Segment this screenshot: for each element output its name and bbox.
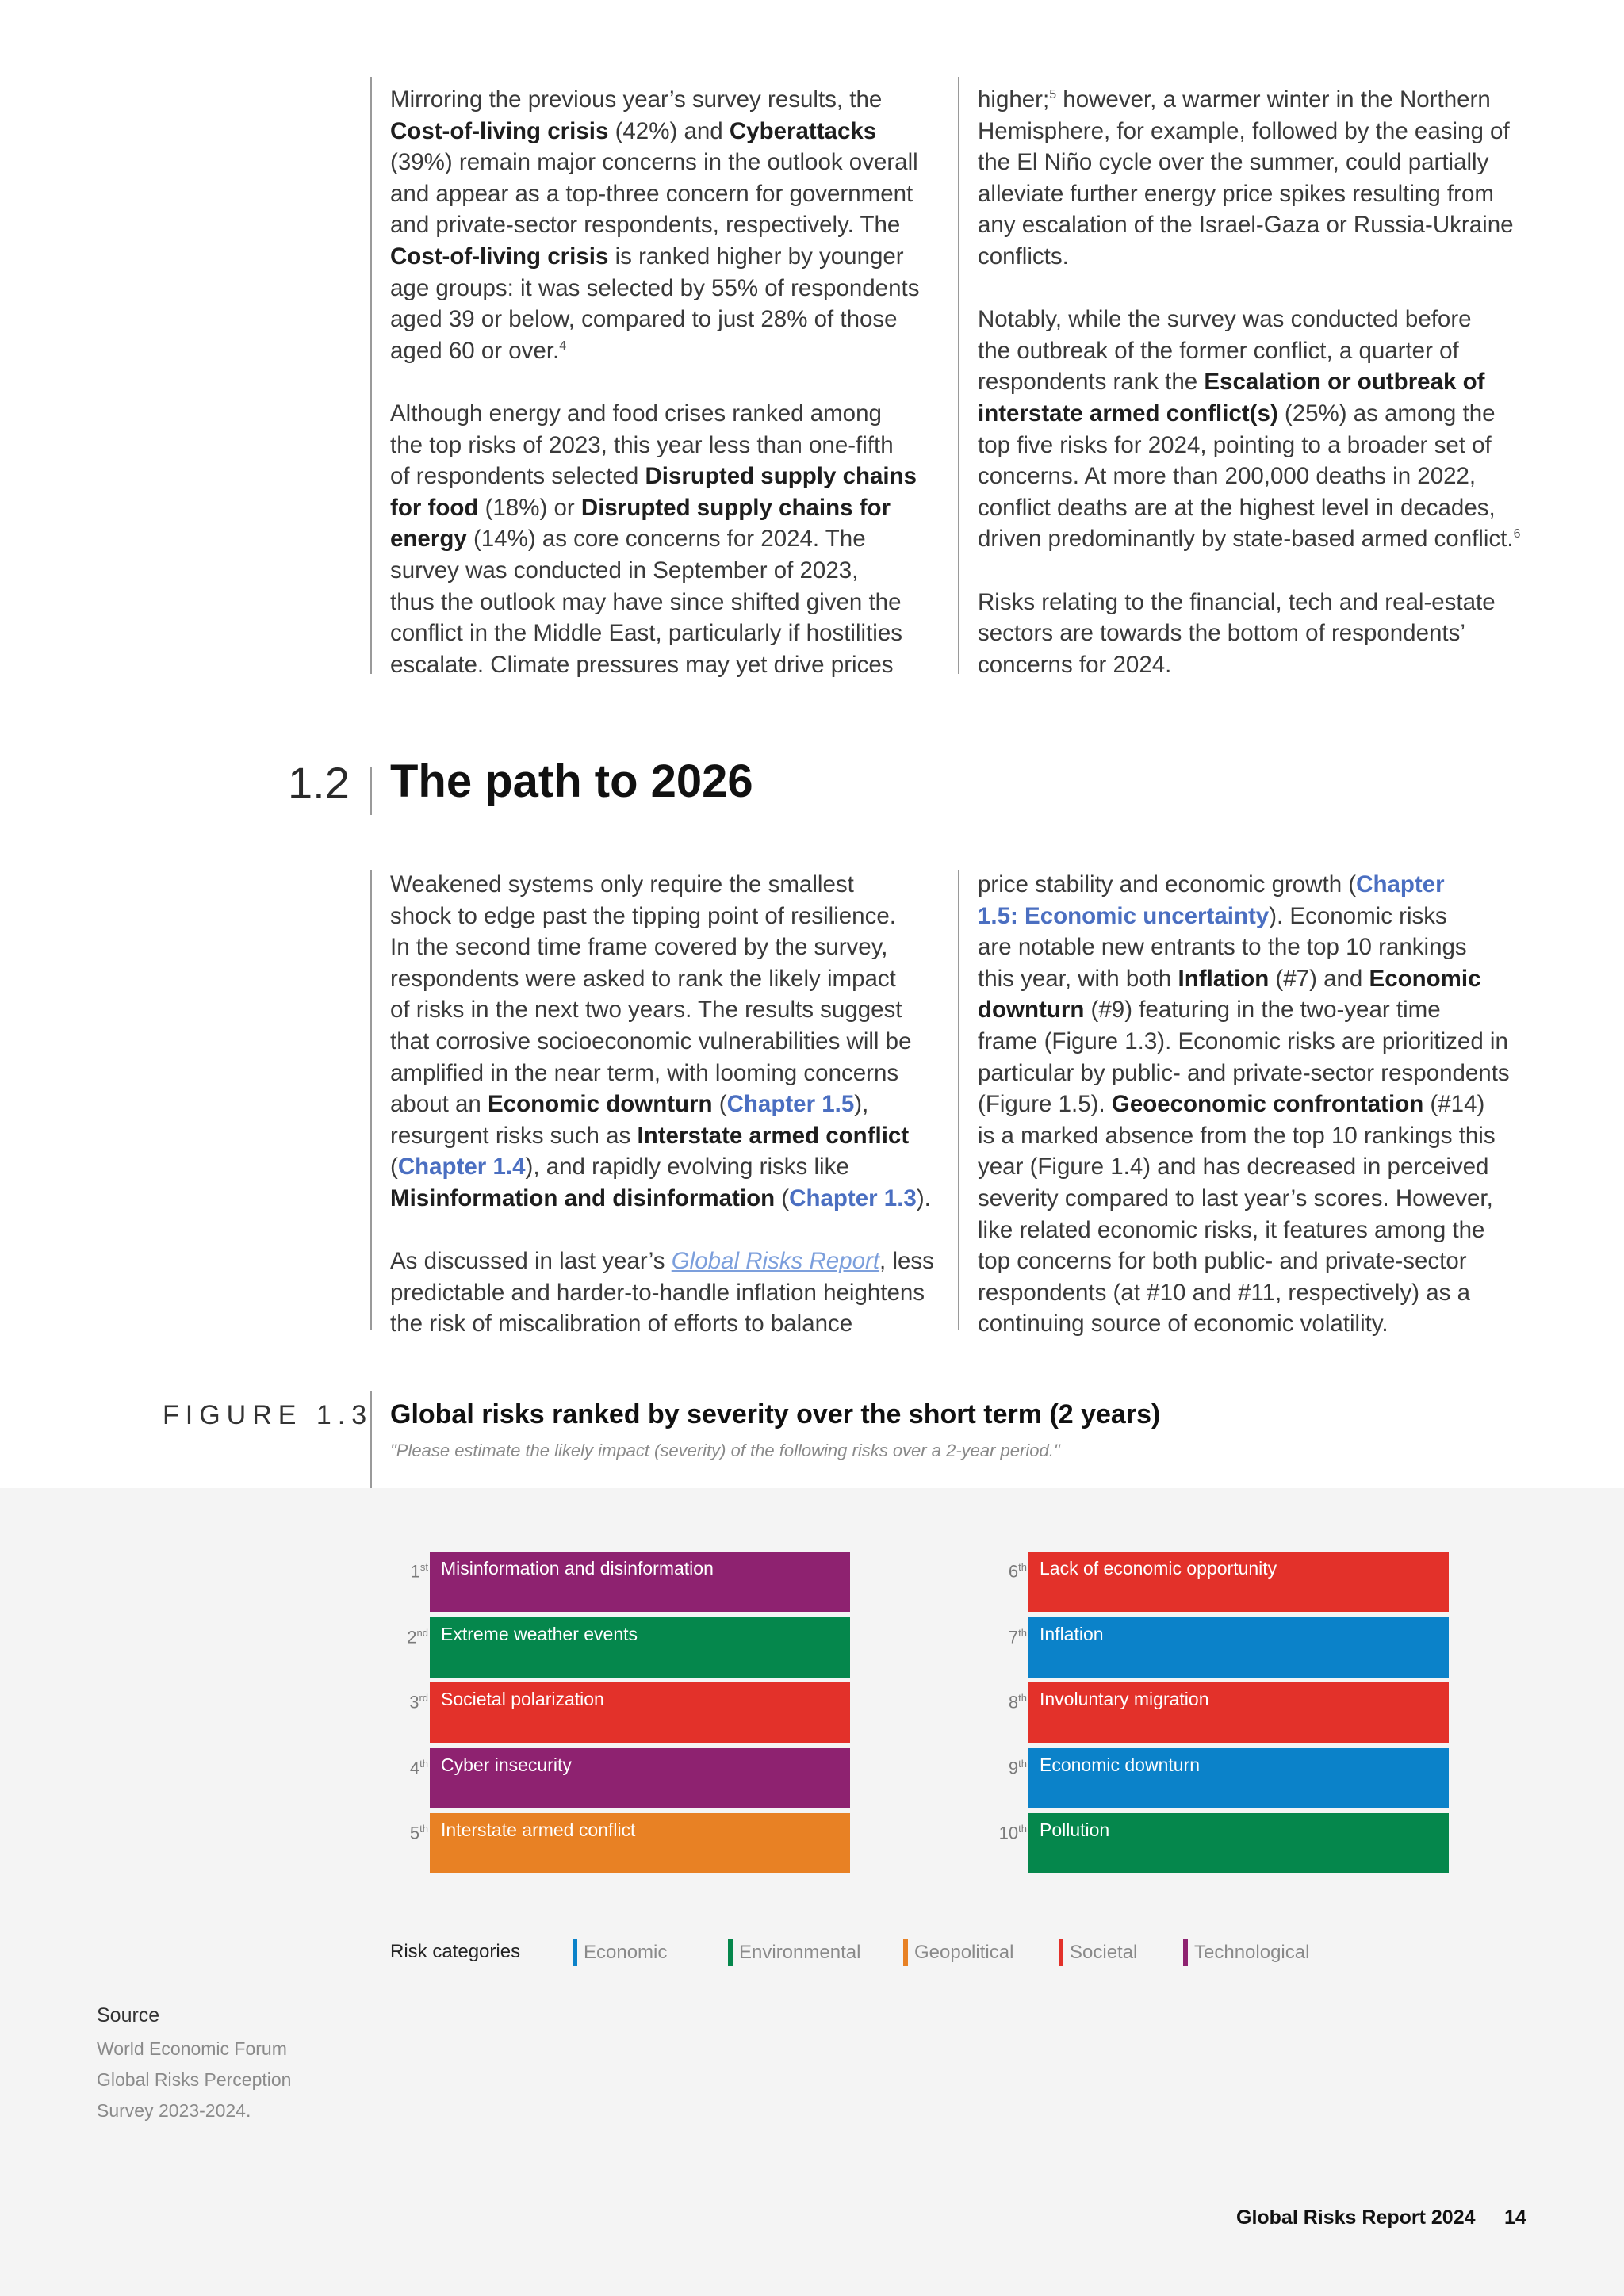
legend-swatch bbox=[1183, 1939, 1188, 1966]
chapter-link[interactable]: Chapter 1.4 bbox=[397, 1154, 526, 1181]
risk-bar bbox=[430, 1748, 850, 1808]
risk-label: Interstate armed conflict bbox=[441, 1820, 636, 1840]
section-left-paragraph-2: As discussed in last year’s Global Risks Report, less predictable and harder-to-handle inflation heightens the risk of miscalibration of efforts to balance bbox=[390, 1248, 934, 1337]
legend-swatch bbox=[1059, 1939, 1063, 1966]
footnote-ref[interactable]: 4 bbox=[559, 339, 567, 353]
column-rule-intro-right bbox=[958, 77, 959, 674]
risk-label: Pollution bbox=[1040, 1820, 1110, 1840]
footnote-ref[interactable]: 6 bbox=[1513, 527, 1521, 541]
legend-item: Geopolitical bbox=[903, 1939, 1013, 1966]
rank-number: 5th bbox=[409, 1823, 428, 1843]
column-rule-intro-left bbox=[370, 77, 372, 674]
legend-item: Environmental bbox=[728, 1939, 860, 1966]
risk-label: Inflation bbox=[1040, 1623, 1104, 1644]
footer-report-title: Global Risks Report 2024 bbox=[1236, 2206, 1476, 2229]
column-rule-body-left bbox=[370, 870, 372, 1330]
figure-title: Global risks ranked by severity over the short term (2 years) bbox=[390, 1399, 1161, 1429]
global-risks-report-link[interactable]: Global Risks Report bbox=[671, 1248, 880, 1275]
rank-number: 9th bbox=[1008, 1757, 1027, 1777]
rank-number: 3rd bbox=[409, 1692, 428, 1712]
risk-bar bbox=[430, 1682, 850, 1743]
chapter-link[interactable]: Chapter bbox=[1356, 871, 1445, 897]
risk-label: Lack of economic opportunity bbox=[1040, 1558, 1277, 1578]
column-rule-body-right bbox=[958, 870, 959, 1330]
legend-item: Societal bbox=[1059, 1939, 1137, 1966]
section-right-column bbox=[978, 869, 1510, 1340]
risk-bar bbox=[1028, 1682, 1449, 1743]
risk-bar bbox=[1028, 1748, 1449, 1808]
risk-label: Involuntary migration bbox=[1040, 1689, 1209, 1709]
intro-right-paragraph-1: higher;$^5$ however, a warmer winter in the Northern Hemisphere, for example, followed by the easing of the El Niño cycle over the summer, could partially alleviate further energy price spikes resulting from any escalation of the Israel-Gaza or Russia-Ukraine conflicts. bbox=[978, 86, 1514, 270]
footer-page-number: 14 bbox=[1504, 2206, 1526, 2229]
section-right-paragraph-1: price stability and economic growth (Chapter 1.5: Economic uncertainty). Economic risks are notable new entrants to the top 10 rankings this year, with both Inflation (#7) and Economic downturn (#9) featuring in the two-year time frame (Figure 1.3). Economic risks are prioritized in particular by public- and private-sector respondents (Figure 1.5). Geoeconomic confrontation (#14) is a marked absence from the top 10 rankings this year (Figure 1.4) and has decreased in perceived severity compared to last year’s scores. However, like related economic risks, it features among the top concerns for both public- and private-sector respondents (at #10 and #11, respectively) as a continuing source of economic volatility. bbox=[978, 871, 1510, 1337]
legend-swatch bbox=[903, 1939, 908, 1966]
risk-bar bbox=[430, 1552, 850, 1612]
intro-left-paragraph-1: Mirroring the previous year’s survey results, the Cost-of-living crisis (42%) and Cyberattacks (39%) remain major concerns in the outlook overall and appear as a top-three concern for government and private-sector respondents, respectively. The Cost-of-living crisis is ranked higher by younger age groups: it was selected by 55% of respondents aged 39 or below, compared to just 28% of those aged 60 or over.$^4$ bbox=[390, 86, 920, 364]
source-heading: Source bbox=[97, 2004, 160, 2026]
intro-left-paragraph-2: Although energy and food crises ranked among the top risks of 2023, this year less than one-fifth of respondents selected Disrupted supply chains for food (18%) or Disrupted supply chains for energy (14%) as core concerns for 2024. The survey was conducted in September of 2023, thus the outlook may have since shifted given the conflict in the Middle East, particularly if hostilities escalate. Climate pressures may yet drive prices bbox=[390, 400, 917, 678]
legend-item: Technological bbox=[1183, 1939, 1309, 1966]
risk-bar bbox=[1028, 1552, 1449, 1612]
legend-item: Economic bbox=[573, 1939, 667, 1966]
section-number: 1.2 bbox=[288, 758, 350, 808]
figure-subtitle: "Please estimate the likely impact (severity) of the following risks over a 2-year period." bbox=[390, 1441, 1060, 1460]
rank-number: 6th bbox=[1008, 1561, 1027, 1582]
intro-right-column bbox=[978, 84, 1520, 680]
risk-bar bbox=[1028, 1813, 1449, 1873]
chapter-link[interactable]: Chapter 1.5 bbox=[726, 1091, 855, 1118]
rank-number: 10th bbox=[998, 1823, 1027, 1843]
risk-label: Societal polarization bbox=[441, 1689, 604, 1709]
intro-right-paragraph-2: Notably, while the survey was conducted before the outbreak of the former conflict, a quarter of respondents rank the Escalation or outbreak of interstate armed conflict(s) (25%) as among the top five risks for 2024, pointing to a broader set of concerns. At more than 200,000 deaths in 2022, conflict deaths are at the highest level in decades, driven predominantly by state-based armed conflict.$^6$ bbox=[978, 306, 1521, 553]
chapter-link[interactable]: 1.5: Economic uncertainty bbox=[978, 902, 1270, 929]
rank-number: 8th bbox=[1008, 1692, 1027, 1712]
risk-label: Extreme weather events bbox=[441, 1623, 638, 1644]
section-title: The path to 2026 bbox=[390, 756, 753, 807]
risk-bar bbox=[430, 1617, 850, 1678]
risk-bar bbox=[1028, 1617, 1449, 1678]
source-text: World Economic Forum Global Risks Perception Survey 2023-2024. bbox=[97, 2038, 292, 2121]
rank-number: 4th bbox=[409, 1757, 428, 1777]
section-left-paragraph-1: Weakened systems only require the smallest shock to edge past the tipping point of resilience. In the second time frame covered by the survey, respondents were asked to rank the likely impact of risks in the next two years. The results suggest that corrosive socioeconomic vulnerabilities will be amplified in the near term, with looming concerns about an Economic downturn (Chapter 1.5), resurgent risks such as Interstate armed conflict (Chapter 1.4), and rapidly evolving risks like Misinformation and disinformation (Chapter 1.3). bbox=[390, 871, 931, 1211]
section-left-column bbox=[390, 869, 934, 1340]
risk-label: Misinformation and disinformation bbox=[441, 1558, 714, 1578]
legend-swatch bbox=[728, 1939, 733, 1966]
section-heading-rule bbox=[370, 767, 372, 815]
intro-right-paragraph-3: Risks relating to the financial, tech and real-estate sectors are towards the bottom of respondents’ concerns for 2024. bbox=[978, 588, 1496, 678]
chapter-link[interactable]: Chapter 1.3 bbox=[789, 1184, 917, 1211]
rank-number: 2nd bbox=[407, 1626, 428, 1647]
legend-title: Risk categories bbox=[390, 1941, 521, 1962]
risk-bar bbox=[430, 1813, 850, 1873]
rank-number: 7th bbox=[1008, 1626, 1027, 1647]
risk-label: Economic downturn bbox=[1040, 1754, 1200, 1775]
risk-label: Cyber insecurity bbox=[441, 1754, 572, 1775]
footnote-ref[interactable]: 5 bbox=[1049, 88, 1057, 102]
intro-left-column bbox=[390, 84, 919, 680]
legend-swatch bbox=[573, 1939, 577, 1966]
figure-label: FIGURE 1.3 bbox=[163, 1400, 373, 1430]
rank-number: 1st bbox=[410, 1561, 428, 1582]
